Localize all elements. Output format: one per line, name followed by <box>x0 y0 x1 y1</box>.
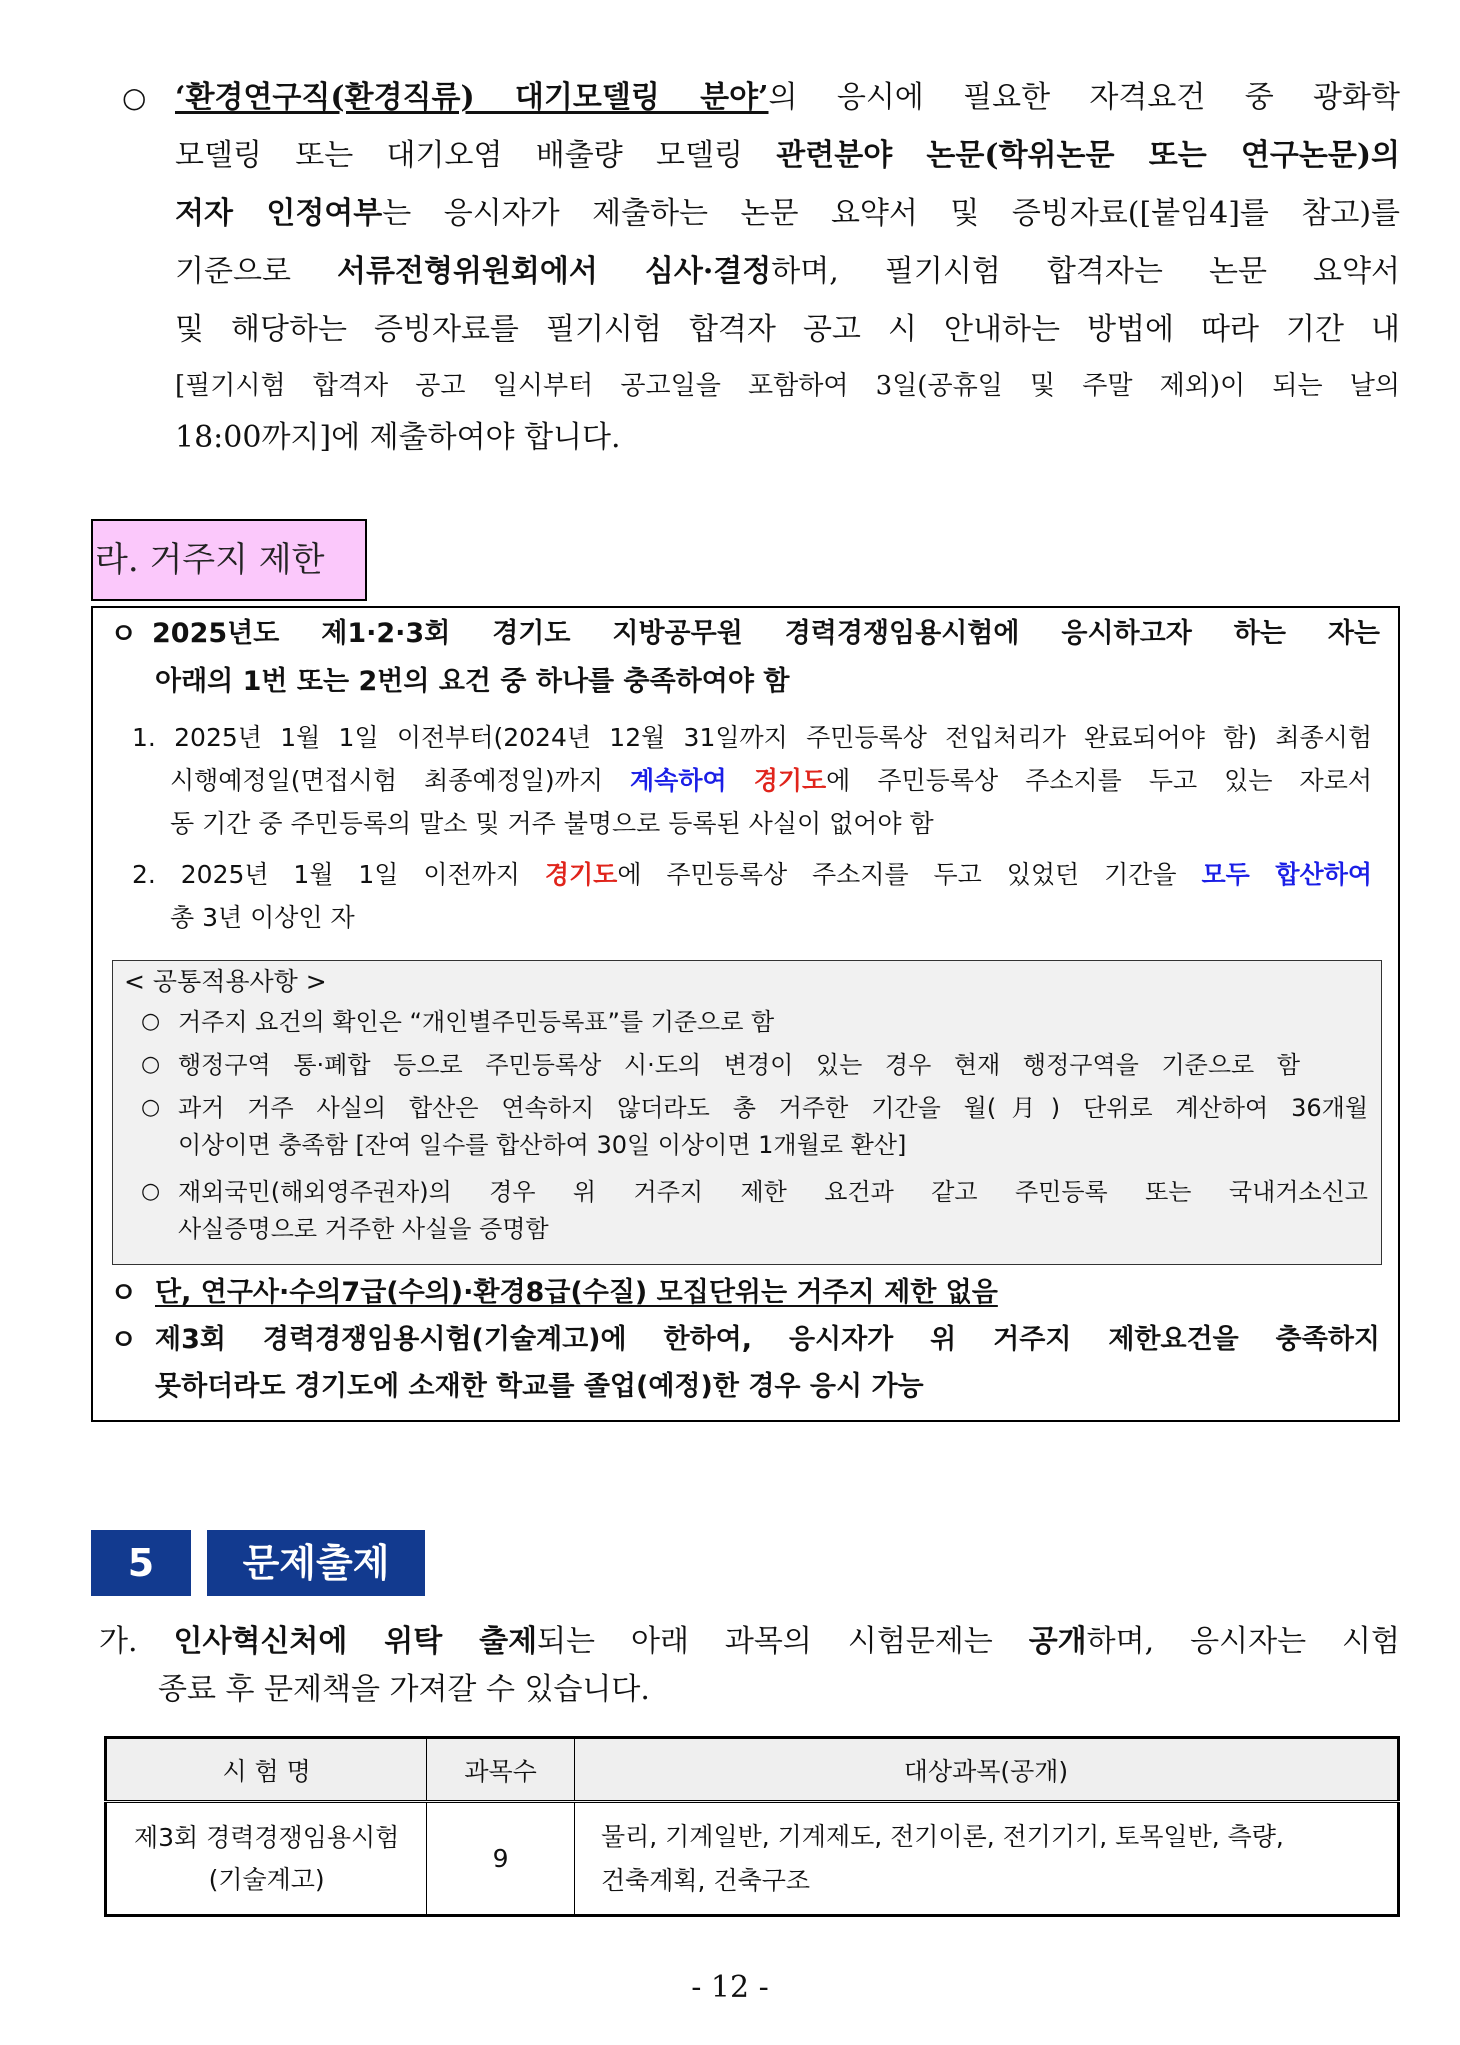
table-header: 시 험 명 <box>106 1738 427 1802</box>
item-2-text: 2. 2025년 1월 1일 이전까지 <box>132 860 545 889</box>
common-rule-2: 행정구역 통·폐합 등으로 주민등록상 시·도의 변경이 있는 경우 현재 행정구역을 기준으로 함 <box>178 1051 1300 1079</box>
exam-name-line: (기술계고) <box>208 1864 325 1894</box>
marker-o: ㅇ <box>110 1276 138 1309</box>
residency-requirement-line-2: 아래의 1번 또는 2번의 요건 중 하나를 충족하여야 함 <box>155 666 790 697</box>
section-title-badge: 문제출제 <box>207 1530 425 1596</box>
highlight-gyeonggi: 경기도 <box>753 766 827 795</box>
bullet-circle: ○ <box>122 81 147 114</box>
subjects-line: 물리, 기계일반, 기계제도, 전기이론, 전기기기, 토목일반, 측량, <box>600 1821 1284 1851</box>
intro-text: 하며, 필기시험 합격자는 논문 요약서 <box>771 254 1400 289</box>
intro-line-5: 및 해당하는 증빙자료를 필기시험 합격자 공고 시 안내하는 방법에 따라 기간 내 <box>175 312 1400 347</box>
intro-bold-text: 서류전형위원회에서 심사·결정 <box>337 254 772 289</box>
exam-subjects-table <box>104 1736 1400 1917</box>
intro-text: 기준으로 <box>175 254 338 289</box>
item-1-text: 시행예정일(면접시험 최종예정일)까지 <box>170 766 631 795</box>
subjects-cell <box>574 1802 1398 1916</box>
intro-line-1 <box>175 78 1400 118</box>
intro-bold-text: 관련분야 논문(학위논문 또는 연구논문)의 <box>776 138 1400 173</box>
intro-text: 모델링 또는 대기오염 배출량 모델링 <box>175 138 777 173</box>
technical-school-note-line-2: 못하더라도 경기도에 소재한 학교를 졸업(예정)한 경우 응시 가능 <box>155 1371 924 1402</box>
para-bold-text: 공개 <box>1028 1624 1087 1659</box>
item-1-line-2 <box>170 761 1372 801</box>
item-1-line-1: 1. 2025년 1월 1일 이전부터(2024년 12월 31일까지 주민등록상 전입처리가 완료되어야 함) 최종시험 <box>132 723 1372 752</box>
item-2-line-2: 총 3년 이상인 자 <box>170 903 355 932</box>
highlight-gyeonggi: 경기도 <box>544 860 618 889</box>
marker-o: ㅇ <box>110 617 138 650</box>
common-rule-1: 거주지 요건의 확인은 “개인별주민등록표”를 기준으로 함 <box>178 1008 775 1036</box>
intro-text: 는 응시자가 제출하는 논문 요약서 및 증빙자료([붙임4]를 참고)를 <box>382 196 1400 231</box>
exam-name-cell <box>106 1802 427 1916</box>
intro-field-title: ‘환경연구직(환경직류) 대기모델링 분야’ <box>175 80 769 115</box>
intro-line-4 <box>175 252 1400 292</box>
common-rule-4-line-2: 사실증명으로 거주한 사실을 증명함 <box>178 1215 549 1243</box>
intro-text: 의 응시에 필요한 자격요건 중 광화학 <box>768 80 1400 115</box>
item-2-line-1 <box>132 855 1372 895</box>
intro-line-7: 18:00까지]에 제출하여야 합니다. <box>175 420 621 455</box>
para-text: 되는 아래 과목의 시험문제는 <box>537 1624 1029 1659</box>
section-number-badge: 5 <box>91 1530 191 1596</box>
subject-count-cell: 9 <box>427 1802 575 1916</box>
intro-line-3 <box>175 194 1400 234</box>
item-1-text: 에 주민등록상 주소지를 두고 있는 자로서 <box>826 766 1372 795</box>
para-bold-text: 인사혁신처에 위탁 출제 <box>173 1624 538 1659</box>
intro-line-2 <box>175 136 1400 176</box>
table-header: 과목수 <box>427 1738 575 1802</box>
intro-line-6: [필기시험 합격자 공고 일시부터 공고일을 포함하여 3일(공휴일 및 주말 제외)이 되는 날의 <box>175 371 1400 401</box>
common-rules-title: < 공통적용사항 > <box>124 967 327 996</box>
subjects-line: 건축계획, 건축구조 <box>600 1865 811 1895</box>
circle-bullet: ○ <box>141 1052 161 1077</box>
intro-bold-text: 저자 인정여부 <box>175 196 383 231</box>
common-rule-4-line-1: 재외국민(해외영주권자)의 경우 위 거주지 제한 요건과 같고 주민등록 또는 국내거소신고 <box>178 1178 1368 1206</box>
para-label: 가. <box>99 1624 174 1659</box>
circle-bullet: ○ <box>141 1009 161 1034</box>
highlight-continuous: 계속하여 <box>630 766 727 795</box>
technical-school-note-line-1: 제3회 경력경쟁임용시험(기술계고)에 한하여, 응시자가 위 거주지 제한요건을 충족하지 <box>155 1324 1380 1355</box>
para-text: 하며, 응시자는 시험 <box>1086 1624 1400 1659</box>
common-rule-3-line-1: 과거 거주 사실의 합산은 연속하지 않더라도 총 거주한 기간을 월(月) 단위로 계산하여 36개월 <box>178 1094 1368 1122</box>
table-header: 대상과목(공개) <box>574 1738 1398 1802</box>
circle-bullet: ○ <box>141 1179 161 1204</box>
circle-bullet: ○ <box>141 1095 161 1120</box>
table-header-row <box>106 1738 1399 1802</box>
research-exemption-note: 단, 연구사·수의7급(수의)·환경8급(수질) 모집단위는 거주지 제한 없음 <box>155 1277 998 1308</box>
section-heading-residency: 라. 거주지 제한 <box>91 519 367 601</box>
residency-requirement-line-1: 2025년도 제1·2·3회 경기도 지방공무원 경력경쟁임용시험에 응시하고자 하는 자는 <box>152 618 1380 649</box>
marker-o: ㅇ <box>110 1323 138 1356</box>
page-number: - 12 - <box>691 1970 769 2005</box>
section5-paragraph-line-2: 종료 후 문제책을 가져갈 수 있습니다. <box>158 1672 650 1707</box>
item-1-line-3: 동 기간 중 주민등록의 말소 및 거주 불명으로 등록된 사실이 없어야 함 <box>170 809 934 838</box>
item-2-text: 에 주민등록상 주소지를 두고 있었던 기간을 <box>617 860 1202 889</box>
exam-name-line: 제3회 경력경쟁임용시험 <box>133 1822 400 1852</box>
table-row <box>106 1802 1399 1916</box>
highlight-total-sum: 모두 합산하여 <box>1201 860 1372 889</box>
common-rule-3-line-2: 이상이면 충족함 [잔여 일수를 합산하여 30일 이상이면 1개월로 환산] <box>178 1131 907 1159</box>
section5-paragraph-line-1 <box>99 1622 1400 1662</box>
